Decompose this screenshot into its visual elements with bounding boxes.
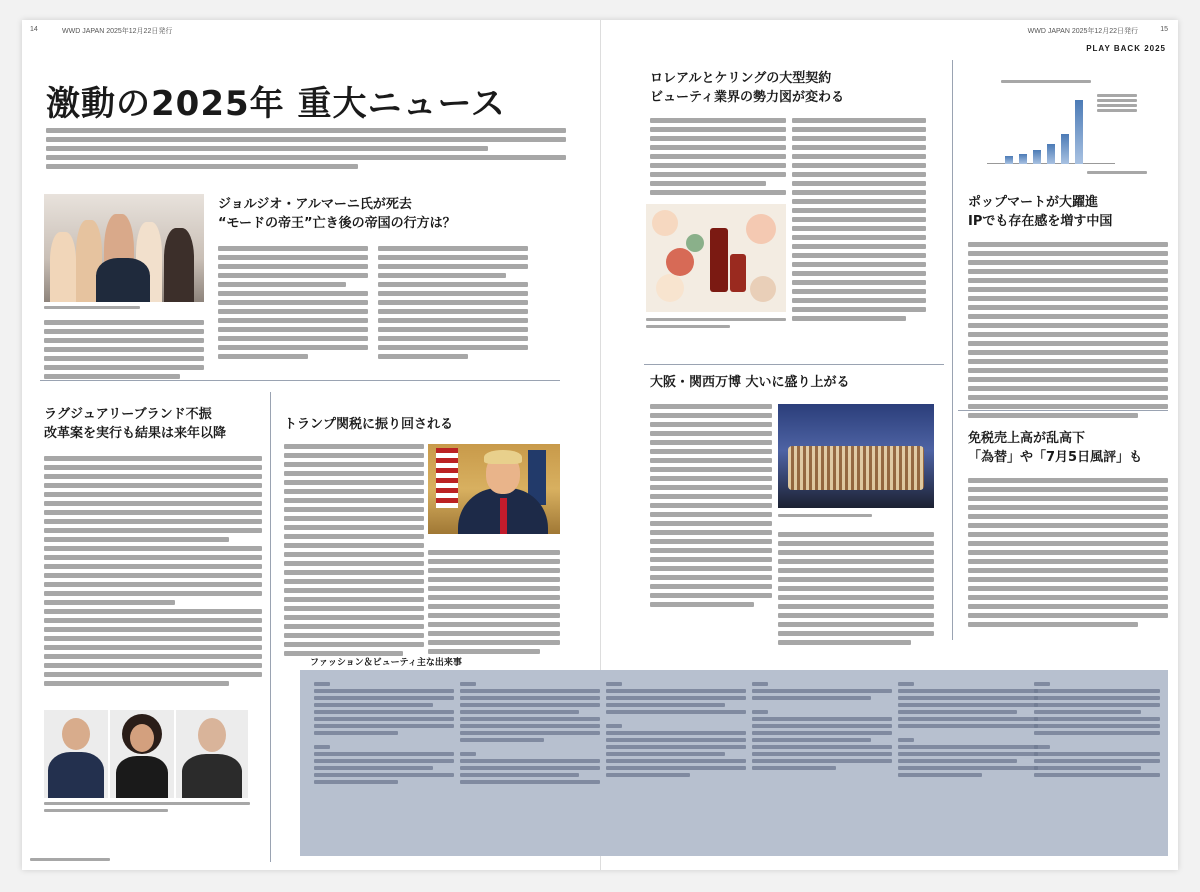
chronology-col-2 — [460, 682, 600, 787]
divider — [952, 60, 953, 640]
left-page-number: 14 — [30, 26, 38, 33]
expo-headline-1: 大阪・関西万博 大いに盛り上がる — [650, 375, 850, 390]
chronology-col-5 — [898, 682, 1038, 780]
right-folio-info: WWD JAPAN 2025年12月22日発行 — [1027, 28, 1138, 35]
portrait-1 — [44, 710, 108, 798]
luxury-headline-1: ラグジュアリーブランド不振 — [44, 407, 212, 422]
section-label: PLAY BACK 2025 — [1086, 44, 1166, 53]
loreal-headline-1: ロレアルとケリングの大型契約 — [650, 71, 832, 86]
chronology-panel — [300, 670, 1168, 856]
loreal-body-col-1 — [650, 118, 786, 199]
divider — [644, 364, 944, 365]
luxury-headline-2: 改革案を実行も結果は来年以降 — [44, 425, 227, 441]
popmart-headline-2: IPでも存在感を増す中国 — [968, 213, 1113, 229]
left-folio-info: WWD JAPAN 2025年12月22日発行 — [62, 28, 173, 35]
loreal-heading — [650, 70, 930, 108]
portrait-3 — [176, 710, 248, 798]
loreal-headline-2: ビューティ業界の勢力図が変わる — [650, 89, 844, 105]
dutyfree-body — [968, 478, 1168, 631]
chronology-col-4 — [752, 682, 892, 773]
portraits-caption — [44, 802, 250, 816]
portrait-2 — [110, 710, 174, 798]
dutyfree-headline-2: 「為替」や「7月5日風評」も — [968, 449, 1143, 465]
popmart-body — [968, 242, 1168, 422]
armani-body-col-0 — [44, 320, 204, 383]
divider — [958, 410, 1168, 411]
lead-paragraph — [46, 128, 566, 173]
loreal-product-photo — [646, 204, 786, 312]
armani-body-col-1 — [218, 246, 368, 363]
expo-heading — [650, 374, 930, 393]
dutyfree-headline-1: 免税売上高が乱高下 — [968, 431, 1086, 446]
popmart-headline-1: ポップマートが大躍進 — [968, 195, 1099, 210]
expo-body-col-2 — [778, 532, 934, 649]
chronology-col-3 — [606, 682, 746, 780]
loreal-body-col-2 — [792, 118, 926, 325]
trump-photo — [428, 444, 560, 534]
armani-photo — [44, 194, 204, 302]
trump-headline-1: トランプ関税に振り回される — [284, 417, 454, 432]
armani-headline-2: “モードの帝王”亡き後の帝国の行方は？ — [218, 215, 456, 231]
page-title: 激動の2025年 重大ニュース — [46, 84, 506, 124]
chronology-col-1 — [314, 682, 454, 787]
trump-body-col-1 — [284, 444, 424, 660]
chronology-title: ファッション＆ビューティ主な出来事 — [310, 658, 462, 668]
expo-body-col-1 — [650, 404, 772, 611]
popmart-chart — [977, 80, 1155, 180]
expo-caption — [778, 514, 934, 521]
divider — [40, 380, 560, 381]
right-page-number: 15 — [1160, 26, 1168, 33]
chronology-col-6 — [1034, 682, 1160, 780]
trump-body-col-2 — [428, 550, 560, 658]
loreal-caption — [646, 318, 786, 332]
bottom-folio — [30, 858, 110, 865]
armani-caption — [44, 306, 204, 313]
armani-heading — [218, 196, 518, 234]
luxury-heading — [44, 406, 274, 444]
armani-headline-1: ジョルジオ・アルマーニ氏が死去 — [218, 197, 412, 212]
trump-heading — [284, 416, 484, 435]
dutyfree-heading — [968, 430, 1168, 468]
divider — [270, 392, 271, 862]
expo-photo — [778, 404, 934, 508]
popmart-heading — [968, 194, 1168, 232]
luxury-body — [44, 456, 262, 690]
armani-body-col-2 — [378, 246, 528, 363]
